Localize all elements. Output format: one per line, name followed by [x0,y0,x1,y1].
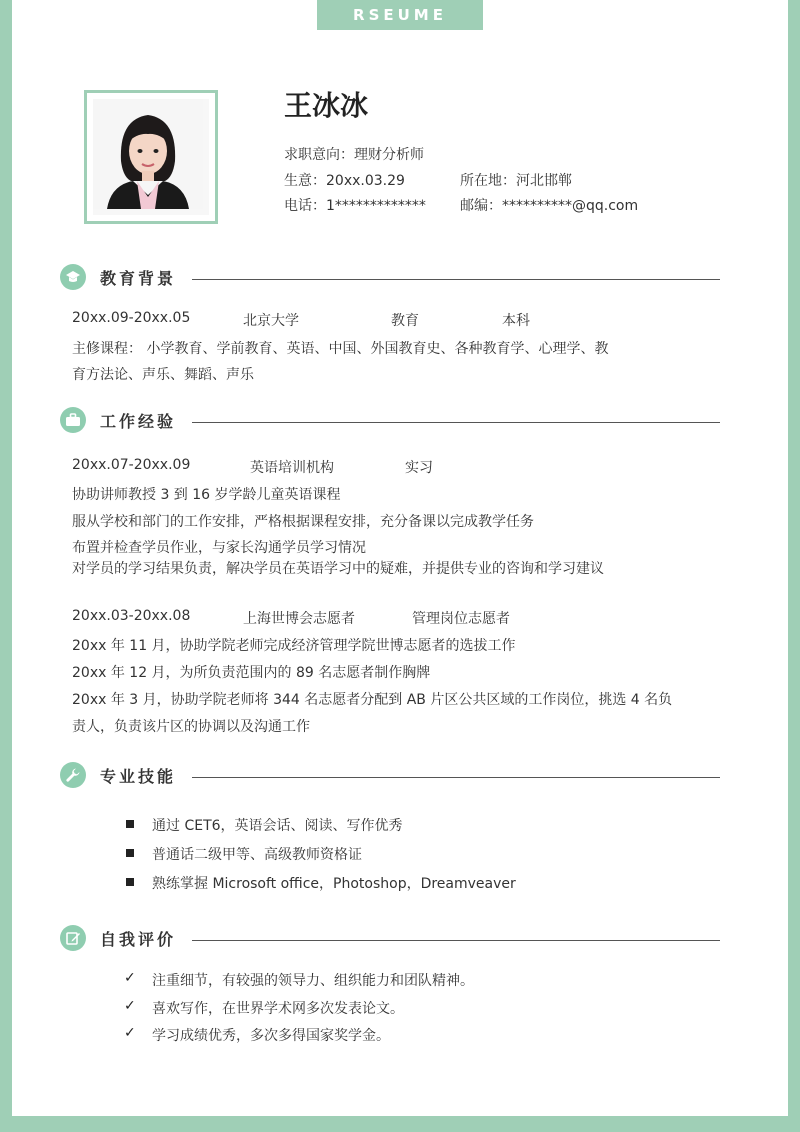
section-divider [192,279,720,280]
education-school: 北京大学 [243,313,299,329]
skill-item: 普通话二级甲等、高级教师资格证 [152,847,362,863]
section-divider [192,422,720,423]
bullet-icon [126,849,134,857]
education-courses-line1: 主修课程： 小学教育、学前教育、英语、中国、外国教育史、各种教育学、心理学、教 [72,341,609,357]
job1-period: 20xx.07-20xx.09 [72,457,191,473]
birth-date: 生意：20xx.03.29 [284,173,405,189]
briefcase-icon [60,407,86,433]
job-objective: 求职意向：理财分析师 [284,147,424,163]
job1-duty: 协助讲师教授 3 到 16 岁学龄儿童英语课程 [72,487,341,503]
check-icon: ✓ [124,1025,136,1041]
work-title: 工作经验 [100,412,177,431]
self-eval-title: 自我评价 [100,930,177,949]
self-eval-item: 学习成绩优秀，多次多得国家奖学金。 [152,1028,390,1044]
skill-item: 熟练掌握 Microsoft office，Photoshop，Dreamveaver [152,876,516,892]
location: 所在地：河北邯郸 [460,173,572,189]
bullet-icon [126,878,134,886]
job2-duty: 责人，负责该片区的协调以及沟通工作 [72,719,310,735]
job2-duty: 20xx 年 12 月，为所负责范围内的 89 名志愿者制作胸牌 [72,665,431,681]
education-degree: 本科 [502,313,530,329]
education-major: 教育 [391,313,419,329]
job2-duty: 20xx 年 11 月，协助学院老师完成经济管理学院世博志愿者的选拔工作 [72,638,516,654]
profile-photo-frame [84,90,218,224]
education-section-header [60,262,720,292]
section-divider [192,777,720,778]
skill-item: 通过 CET6，英语会话、阅读、写作优秀 [152,818,403,834]
work-section-header [60,405,720,435]
bullet-icon [126,820,134,828]
graduation-cap-icon [60,264,86,290]
check-icon: ✓ [124,970,136,986]
job2-org: 上海世博会志愿者 [243,611,355,627]
education-courses-line2: 育方法论、声乐、舞蹈、声乐 [72,367,254,383]
self-eval-item: 喜欢写作，在世界学术网多次发表论文。 [152,1001,404,1017]
self-eval-section-header [60,923,720,953]
skills-title: 专业技能 [100,767,177,786]
candidate-name: 王冰冰 [284,89,369,122]
email: 邮编：**********@qq.com [460,198,639,214]
check-icon: ✓ [124,998,136,1014]
avatar-illustration [93,99,203,209]
edit-icon [60,925,86,951]
education-period: 20xx.09-20xx.05 [72,310,191,326]
job1-org: 英语培训机构 [250,460,334,476]
job1-duty: 对学员的学习结果负责，解决学员在英语学习中的疑难，并提供专业的咨询和学习建议 [72,561,604,577]
wrench-icon [60,762,86,788]
self-eval-item: 注重细节，有较强的领导力、组织能力和团队精神。 [152,973,474,989]
job2-duty: 20xx 年 3 月，协助学院老师将 344 名志愿者分配到 AB 片区公共区域的工作岗位，挑选 4 名负 [72,692,673,708]
job1-role: 实习 [405,460,433,476]
top-banner: RSEUME [317,0,483,30]
skills-section-header [60,760,720,790]
profile-photo [93,99,209,215]
job1-duty: 服从学校和部门的工作安排，严格根据课程安排，充分备课以完成教学任务 [72,514,534,530]
job2-period: 20xx.03-20xx.08 [72,608,191,624]
job1-duty: 布置并检查学员作业，与家长沟通学员学习情况 [72,540,366,556]
section-divider [192,940,720,941]
phone: 电话：1************* [284,198,426,214]
job2-role: 管理岗位志愿者 [412,611,510,627]
education-title: 教育背景 [100,269,177,288]
